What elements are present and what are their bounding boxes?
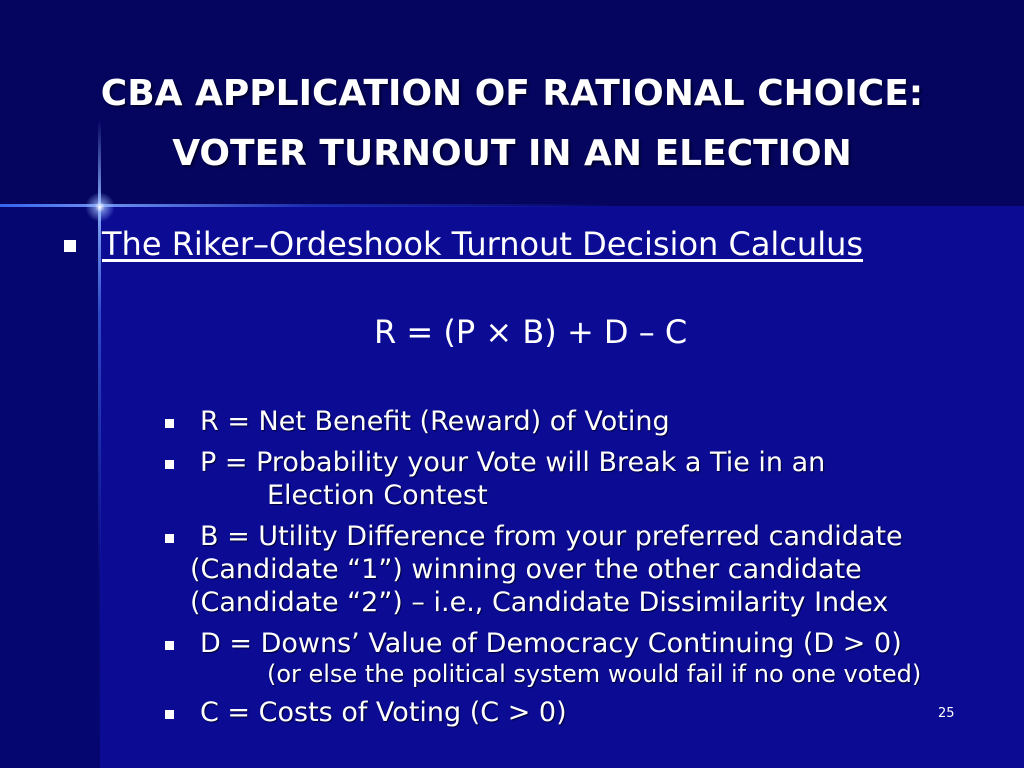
horizontal-accent-line xyxy=(0,204,1024,207)
item-text-continued: (Candidate “1”) winning over the other candidate xyxy=(190,554,862,585)
item-text: C = Costs of Voting (C > 0) xyxy=(200,697,567,728)
square-bullet-icon xyxy=(165,641,174,650)
definition-list xyxy=(165,405,1005,737)
list-item-p xyxy=(165,446,1005,512)
item-text: D = Downs’ Value of Democracy Continuing (D > 0) xyxy=(200,628,902,659)
formula: R = (P × B) + D – C xyxy=(374,313,688,351)
square-bullet-icon xyxy=(165,534,174,543)
item-text-continued: Election Contest xyxy=(267,480,488,511)
section-heading-link[interactable]: The Riker–Ordeshook Turnout Decision Calculus xyxy=(102,225,864,263)
page-number: 25 xyxy=(938,706,955,721)
item-text: R = Net Benefit (Reward) of Voting xyxy=(200,406,670,437)
list-item-r xyxy=(165,405,1005,438)
square-bullet-icon xyxy=(165,710,174,719)
item-text: P = Probability your Vote will Break a Tie in an xyxy=(200,447,826,478)
item-text-continued: (Candidate “2”) – i.e., Candidate Dissimilarity Index xyxy=(190,587,889,618)
item-text: B = Utility Difference from your preferred candidate xyxy=(200,521,903,552)
slide-title-line-2: VOTER TURNOUT IN AN ELECTION xyxy=(172,133,852,174)
item-note: (or else the political system would fail if no one voted) xyxy=(267,660,922,688)
sparkle-icon xyxy=(85,192,115,222)
left-band xyxy=(0,206,100,768)
slide-title-line-1: CBA APPLICATION OF RATIONAL CHOICE: xyxy=(100,73,924,114)
slide-title xyxy=(0,64,1024,184)
list-item-c xyxy=(165,696,1005,729)
square-bullet-icon xyxy=(165,419,174,428)
list-item-d xyxy=(165,627,1005,688)
list-item-b xyxy=(165,520,1005,619)
square-bullet-icon xyxy=(165,460,174,469)
square-bullet-icon xyxy=(64,240,76,252)
